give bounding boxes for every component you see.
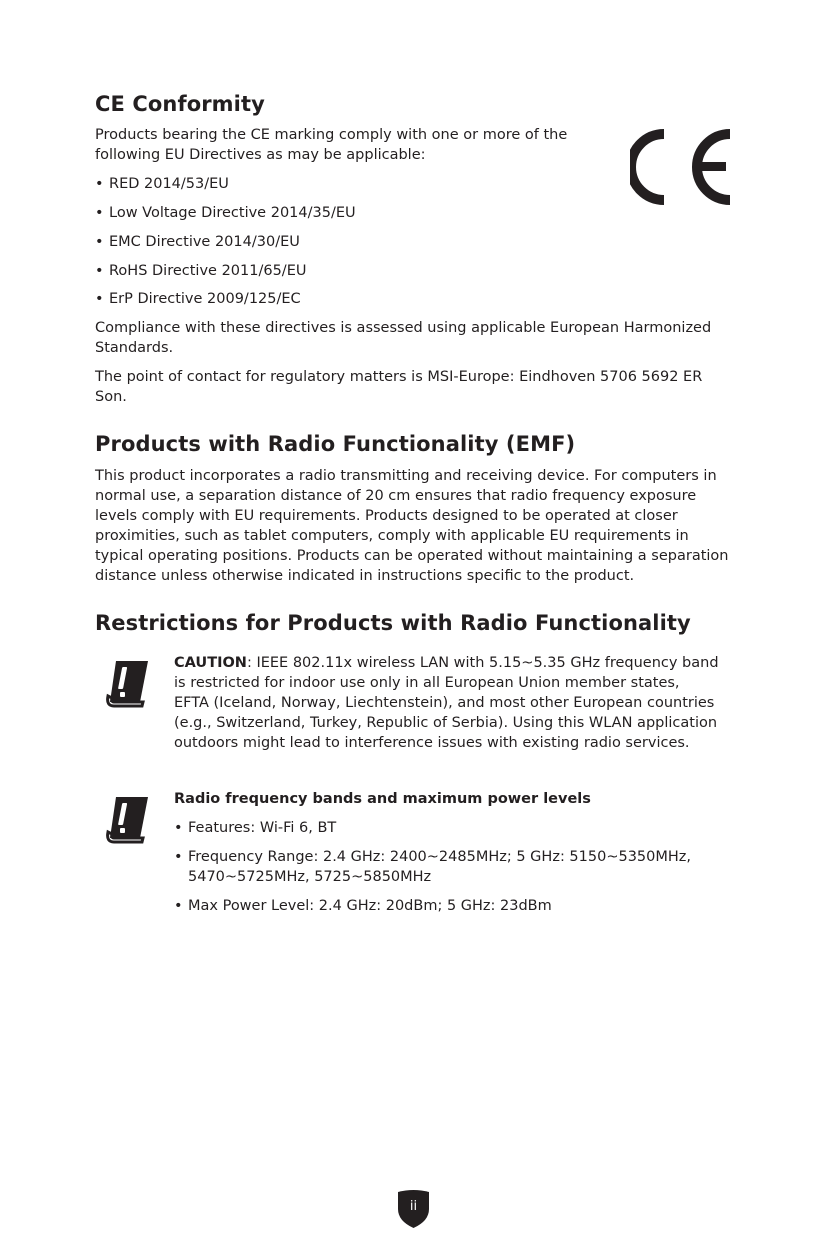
ce-compliance-text: Compliance with these directives is assessed using applicable European Harmonized Standards.	[95, 320, 712, 356]
restrictions-heading: Restrictions for Products with Radio Functionality	[95, 611, 691, 635]
caution-body: : IEEE 802.11x wireless LAN with 5.15~5.35 GHz frequency band is restricted for indoor use only in all European Union member states, EFTA (Iceland, Norway, Liechtenstein), and most other European countries (e.g., Switzerland, Turkey, Republic of Serbia). Using this WLAN application outdoors might lead to interference issues with existing radio services.	[174, 655, 719, 751]
list-item: • Low Voltage Directive 2014/35/EU	[95, 205, 356, 221]
caution-label: CAUTION	[174, 655, 247, 671]
list-item: • ErP Directive 2009/125/EC	[95, 291, 301, 307]
ce-mark-icon	[630, 128, 736, 206]
emf-body-text: This product incorporates a radio transmitting and receiving device. For computers in normal use, a separation distance of 20 cm ensures that radio frequency exposure levels comply with EU requirements. Products designed to be operated at closer proximities, such as tablet computers, comply with applicable EU requirements in typical operating positions. Products can be operated without maintaining a separation distance unless otherwise indicated in instructions specific to the product.	[95, 468, 729, 584]
list-item: • Max Power Level: 2.4 GHz: 20dBm; 5 GHz: 23dBm	[174, 898, 552, 914]
list-item: • RED 2014/53/EU	[95, 176, 229, 192]
list-item: • RoHS Directive 2011/65/EU	[95, 263, 307, 279]
list-item: • Frequency Range: 2.4 GHz: 2400~2485MHz; 5 GHz: 5150~5350MHz, 5470~5725MHz, 5725~5850MHz	[174, 849, 692, 885]
page-number-badge	[396, 1189, 431, 1229]
warning-book-icon	[104, 658, 150, 708]
list-item: • Features: Wi-Fi 6, BT	[174, 820, 337, 836]
ce-contact-text: The point of contact for regulatory matters is MSI-Europe: Eindhoven 5706 5692 ER Son.	[95, 369, 703, 405]
warning-book-icon	[104, 794, 150, 844]
rf-title: Radio frequency bands and maximum power levels	[174, 791, 591, 807]
ce-conformity-heading: CE Conformity	[95, 92, 265, 116]
emf-heading: Products with Radio Functionality (EMF)	[95, 432, 576, 456]
caution-text	[174, 653, 719, 753]
page-number: ii	[409, 1199, 418, 1214]
list-item: • EMC Directive 2014/30/EU	[95, 234, 300, 250]
ce-intro-text: Products bearing the CE marking comply with one or more of the following EU Directives as may be applicable:	[95, 127, 568, 163]
